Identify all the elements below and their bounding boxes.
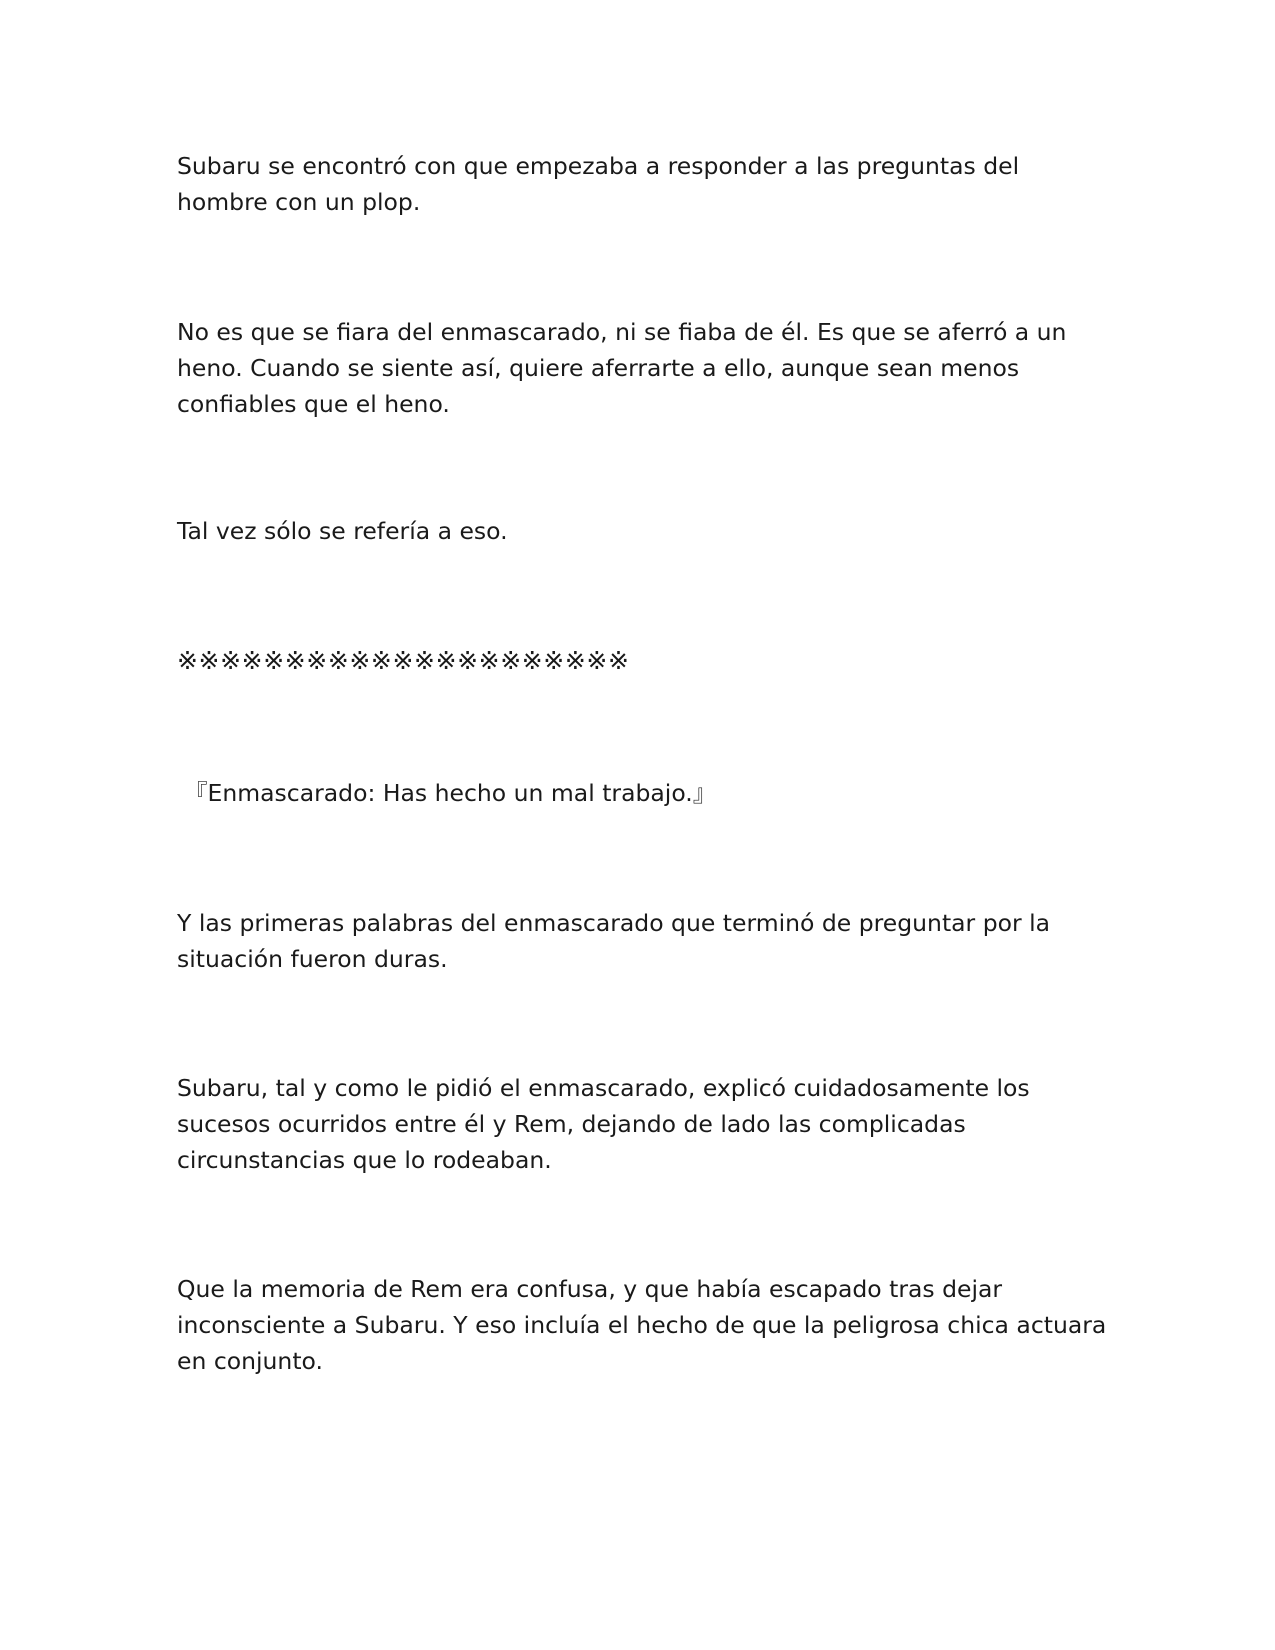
scene-break-divider: ※※※※※※※※※※※※※※※※※※※※※ [177, 646, 630, 675]
paragraph-clung-to-hay: No es que se fiara del enmascarado, ni se fiaba de él. Es que se aferró a un heno. Cuando se siente así, quiere aferrarte a ello, aunque sean menos confiables que el heno. [177, 318, 1067, 418]
paragraph-subaru-responds: Subaru se encontró con que empezaba a responder a las preguntas del hombre con un plop. [177, 152, 1020, 216]
dialogue-masked-man: 『Enmascarado: Has hecho un mal trabajo.』 [184, 779, 717, 807]
paragraph-subaru-explains: Subaru, tal y como le pidió el enmascarado, explicó cuidadosamente los sucesos ocurridos entre él y Rem, dejando de lado las complicadas circunstancias que lo rodeaban. [177, 1074, 1030, 1174]
paragraph-first-words: Y las primeras palabras del enmascarado que terminó de preguntar por la situación fueron duras. [177, 909, 1051, 973]
paragraph-rem-memory: Que la memoria de Rem era confusa, y que había escapado tras dejar inconsciente a Subaru. Y eso incluía el hecho de que la peligrosa chica actuara en conjunto. [177, 1275, 1107, 1375]
paragraph-maybe-that: Tal vez sólo se refería a eso. [177, 517, 508, 545]
